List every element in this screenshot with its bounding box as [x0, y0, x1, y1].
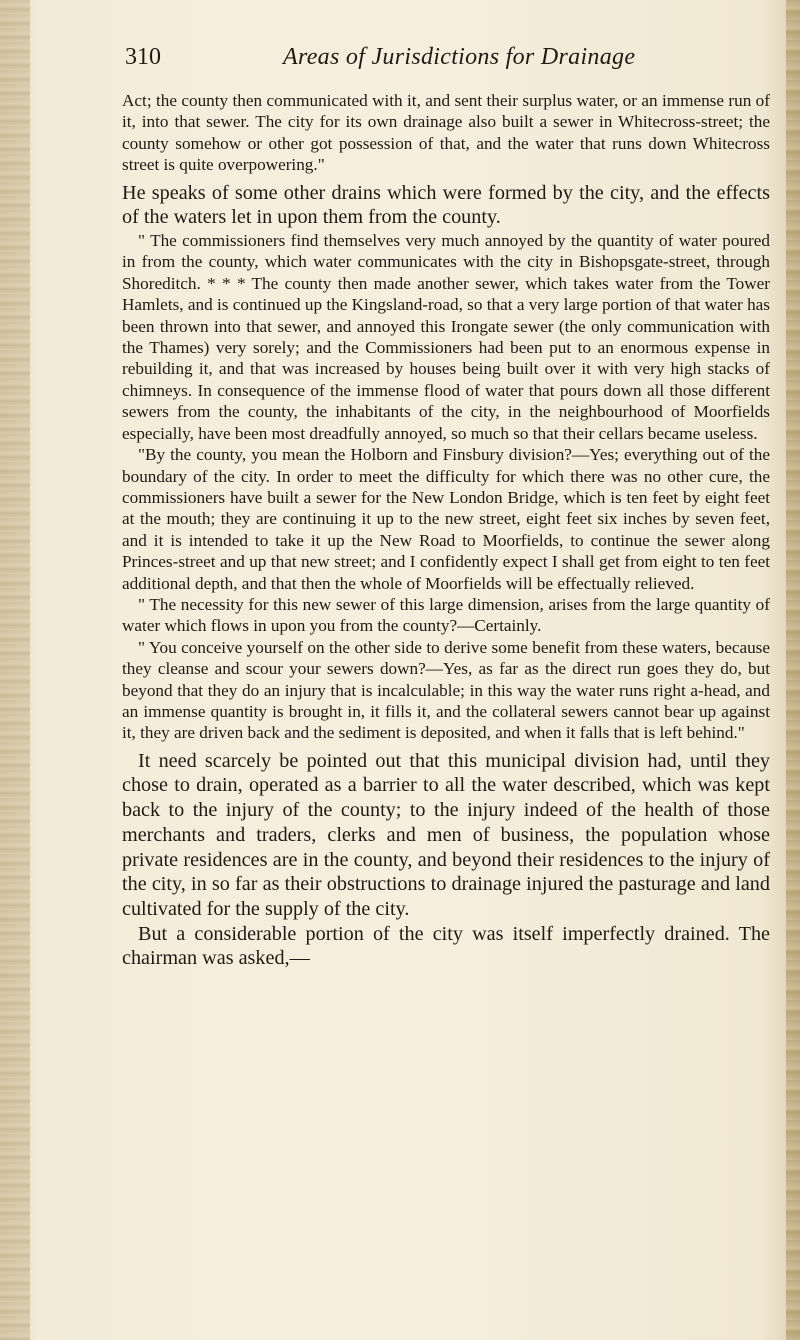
paragraph: " The necessity for this new sewer of this large dimension, arises from the large quantity of water which flows in upon you from the county?—Certainly.: [122, 594, 770, 636]
paragraph: " You conceive yourself on the other side to derive some benefit from these waters, because they cleanse and scour your sewers down?—Yes, as far as the direct run goes they do, but beyond that they do an injury that is incalculable; in this way the water runs right a-head, and an immense quantity is brought in, it fills it, and the collateral sewers cannot bear up against it, they are driven back and the sediment is deposited, and when it falls that is left behind.": [122, 637, 770, 743]
page-gutter-shadow: [0, 0, 30, 1340]
page-body: [122, 90, 770, 971]
running-title: Areas of Jurisdictions for Drainage: [283, 44, 636, 70]
paragraph: Act; the county then communicated with it, and sent their surplus water, or an immense run of it, into that sewer. The city for its own drainage also built a sewer in Whitecross-street; the county somehow or other got possession of that, and the water that runs down Whitecross street is quite overpowering.": [122, 91, 770, 175]
paragraph: "By the county, you mean the Holborn and Finsbury division?—Yes; everything out of the boundary of the city. In order to meet the difficulty for which there was no other cure, the commissioners have built a sewer for the New London Bridge, which is ten feet by eight feet at the mouth; they are continuing it up to the new street, eight feet six inches by seven feet, and it is intended to take it up the New Road to Moorfields, to continue the sewer along Princes-street and up that new street; and I confidently expect I shall get from eight to ten feet additional depth, and that then the whole of Moorfields will be effectually relieved.: [122, 445, 770, 593]
paragraph: But a considerable portion of the city was itself imperfectly drained. The chairman was asked,—: [122, 922, 770, 970]
page-number: 310: [125, 44, 161, 70]
page-edge: [786, 0, 800, 1340]
paragraph: He speaks of some other drains which were formed by the city, and the effects of the waters let in upon them from the county.: [122, 181, 770, 229]
paragraph: It need scarcely be pointed out that this municipal division had, until they chose to drain, operated as a barrier to all the water described, which was kept back to the injury of the county; to the injury indeed of the health of those merchants and traders, clerks and men of business, the population whose private residences are in the county, and beyond their residences to the injury of the city, in so far as their obstructions to drainage injured the pasturage and land cultivated for the supply of the city.: [122, 749, 770, 920]
page-header: [125, 44, 765, 80]
paragraph: " The commissioners find themselves very much annoyed by the quantity of water poured in from the county, which water communicates with the city in Bishopsgate-street, through Shoreditch. * * * The county then made another sewer, which takes water from the Tower Hamlets, and is continued up the Kingsland-road, so that a very large portion of that water has been thrown into that sewer, and annoyed this Irongate sewer (the only communication with the Thames) very sorely; and the Commissioners had been put to an enormous expense in rebuilding it, and that was increased by houses being built over it with very high stacks of chimneys. In consequence of the immense flood of water that pours down all those different sewers from the county, the inhabitants of the city, in the neighbourhood of Moorfields especially, have been most dreadfully annoyed, so much so that their cellars became useless.: [122, 231, 770, 443]
